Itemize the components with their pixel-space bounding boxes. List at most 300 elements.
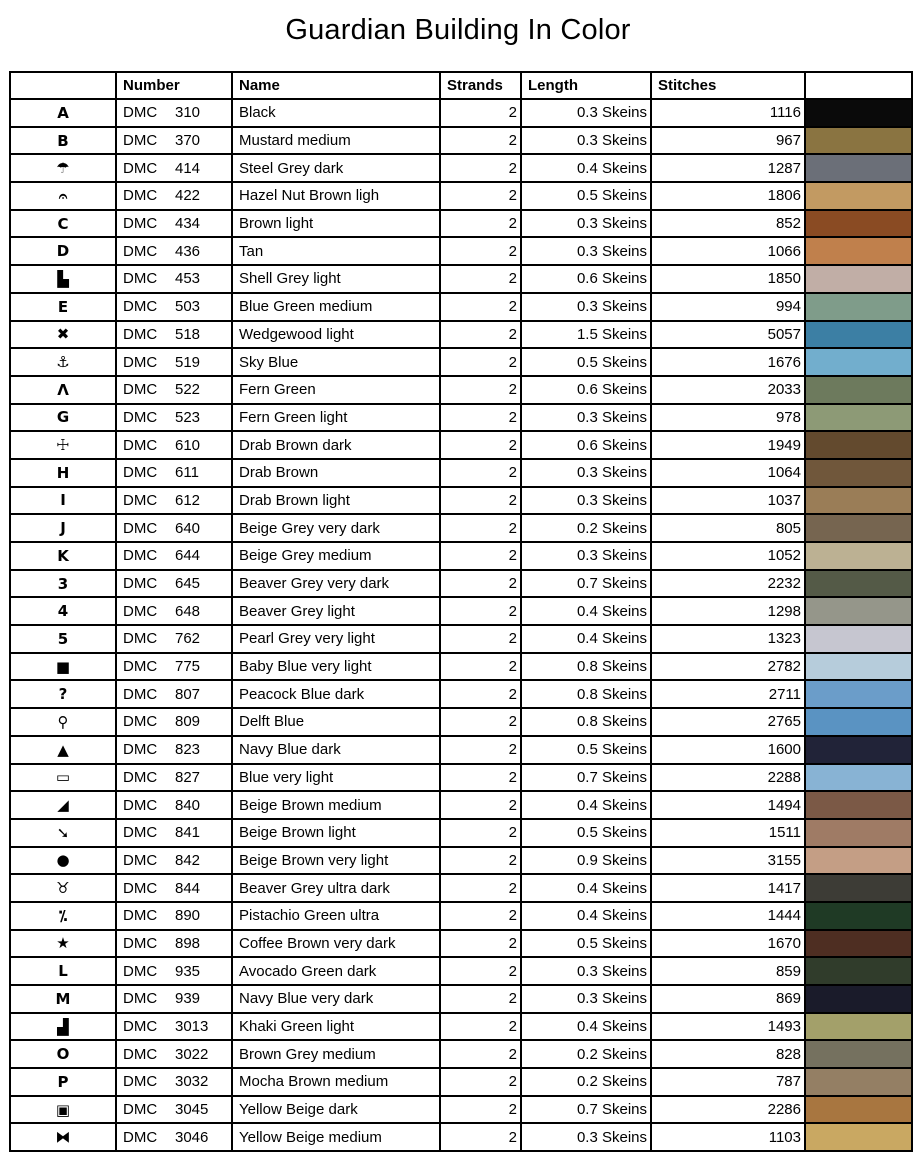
table-row — [10, 680, 912, 708]
brand-label: DMC — [123, 768, 158, 786]
color-swatch — [806, 765, 911, 791]
length-cell: 0.3 Skeins — [521, 210, 651, 238]
color-swatch — [806, 488, 911, 514]
thread-code: 414 — [175, 159, 201, 177]
number-cell — [116, 210, 232, 238]
symbol-cell — [10, 1123, 116, 1151]
length-cell: 0.3 Skeins — [521, 459, 651, 487]
thread-name: Beige Brown medium — [232, 791, 440, 819]
strands-cell: 2 — [440, 127, 521, 155]
table-row — [10, 902, 912, 930]
color-swatch — [806, 266, 911, 292]
number-cell — [116, 99, 232, 127]
strands-cell: 2 — [440, 902, 521, 930]
header-stitches: Stitches — [651, 72, 805, 99]
stitches-cell: 2286 — [651, 1096, 805, 1124]
thread-name: Steel Grey dark — [232, 154, 440, 182]
strands-cell: 2 — [440, 736, 521, 764]
length-cell: 0.6 Skeins — [521, 376, 651, 404]
color-cell — [805, 680, 912, 708]
thread-name: Fern Green light — [232, 404, 440, 432]
thread-code: 890 — [175, 907, 201, 925]
strands-cell: 2 — [440, 847, 521, 875]
color-cell — [805, 930, 912, 958]
stitches-cell: 1850 — [651, 265, 805, 293]
strands-cell: 2 — [440, 1096, 521, 1124]
number-cell — [116, 1040, 232, 1068]
symbol-cell — [10, 237, 116, 265]
thread-name: Yellow Beige dark — [232, 1096, 440, 1124]
length-cell: 0.3 Skeins — [521, 542, 651, 570]
length-cell: 0.5 Skeins — [521, 348, 651, 376]
symbol-glyph: C — [57, 214, 69, 233]
header-name: Name — [232, 72, 440, 99]
length-cell: 1.5 Skeins — [521, 321, 651, 349]
color-cell — [805, 1068, 912, 1096]
color-swatch — [806, 875, 911, 901]
brand-label: DMC — [123, 132, 158, 150]
color-cell — [805, 791, 912, 819]
length-cell: 0.4 Skeins — [521, 597, 651, 625]
thread-code: 809 — [175, 713, 201, 731]
color-swatch — [806, 931, 911, 957]
symbol-glyph: 𝄐 — [58, 186, 68, 205]
strands-cell: 2 — [440, 597, 521, 625]
thread-code: 898 — [175, 934, 201, 952]
header-color — [805, 72, 912, 99]
number-cell — [116, 459, 232, 487]
color-swatch — [806, 1069, 911, 1095]
symbol-glyph: P — [57, 1072, 69, 1091]
brand-label: DMC — [123, 104, 158, 122]
thread-code: 935 — [175, 962, 201, 980]
table-row — [10, 597, 912, 625]
brand-label: DMC — [123, 215, 158, 233]
color-swatch — [806, 654, 911, 680]
thread-name: Brown Grey medium — [232, 1040, 440, 1068]
length-cell: 0.2 Skeins — [521, 514, 651, 542]
symbol-cell — [10, 1040, 116, 1068]
color-cell — [805, 653, 912, 681]
brand-label: DMC — [123, 851, 158, 869]
symbol-cell — [10, 764, 116, 792]
symbol-cell — [10, 404, 116, 432]
brand-label: DMC — [123, 575, 158, 593]
thread-code: 842 — [175, 851, 201, 869]
symbol-glyph: O — [56, 1045, 70, 1064]
number-cell — [116, 182, 232, 210]
table-row — [10, 874, 912, 902]
thread-code: 422 — [175, 187, 201, 205]
thread-code: 612 — [175, 491, 201, 509]
color-swatch — [806, 155, 911, 181]
thread-name: Beige Brown light — [232, 819, 440, 847]
number-cell — [116, 680, 232, 708]
color-cell — [805, 348, 912, 376]
thread-code: 310 — [175, 104, 201, 122]
brand-label: DMC — [123, 824, 158, 842]
thread-name: Brown light — [232, 210, 440, 238]
strands-cell: 2 — [440, 487, 521, 515]
symbol-cell — [10, 625, 116, 653]
symbol-glyph: J — [60, 519, 66, 538]
thread-name: Yellow Beige medium — [232, 1123, 440, 1151]
symbol-glyph: K — [57, 546, 69, 565]
stitches-cell: 1103 — [651, 1123, 805, 1151]
color-swatch — [806, 294, 911, 320]
length-cell: 0.3 Skeins — [521, 957, 651, 985]
thread-code: 3046 — [175, 1128, 209, 1146]
thread-code: 939 — [175, 990, 201, 1008]
strands-cell: 2 — [440, 653, 521, 681]
stitches-cell: 869 — [651, 985, 805, 1013]
brand-label: DMC — [123, 519, 158, 537]
symbol-cell — [10, 1013, 116, 1041]
symbol-cell — [10, 1096, 116, 1124]
brand-label: DMC — [123, 1101, 158, 1119]
table-row — [10, 99, 912, 127]
color-swatch — [806, 986, 911, 1012]
symbol-glyph: ? — [58, 685, 68, 704]
thread-name: Navy Blue very dark — [232, 985, 440, 1013]
thread-code: 827 — [175, 768, 201, 786]
number-cell — [116, 625, 232, 653]
color-swatch — [806, 128, 911, 154]
brand-label: DMC — [123, 934, 158, 952]
color-cell — [805, 764, 912, 792]
thread-name: Drab Brown dark — [232, 431, 440, 459]
length-cell: 0.4 Skeins — [521, 625, 651, 653]
number-cell — [116, 487, 232, 515]
length-cell: 0.6 Skeins — [521, 265, 651, 293]
brand-label: DMC — [123, 353, 158, 371]
thread-code: 844 — [175, 879, 201, 897]
brand-label: DMC — [123, 1073, 158, 1091]
color-swatch — [806, 958, 911, 984]
number-cell — [116, 930, 232, 958]
color-cell — [805, 1096, 912, 1124]
color-cell — [805, 127, 912, 155]
symbol-cell — [10, 791, 116, 819]
length-cell: 0.3 Skeins — [521, 404, 651, 432]
brand-label: DMC — [123, 242, 158, 260]
color-cell — [805, 708, 912, 736]
symbol-cell — [10, 431, 116, 459]
number-cell — [116, 957, 232, 985]
header-strands: Strands — [440, 72, 521, 99]
symbol-cell — [10, 597, 116, 625]
thread-code: 434 — [175, 215, 201, 233]
number-cell — [116, 127, 232, 155]
color-swatch — [806, 322, 911, 348]
stitches-cell: 787 — [651, 1068, 805, 1096]
thread-code: 762 — [175, 630, 201, 648]
thread-name: Drab Brown — [232, 459, 440, 487]
thread-code: 503 — [175, 298, 201, 316]
color-swatch — [806, 848, 911, 874]
thread-code: 648 — [175, 602, 201, 620]
length-cell: 0.3 Skeins — [521, 1123, 651, 1151]
strands-cell: 2 — [440, 431, 521, 459]
brand-label: DMC — [123, 658, 158, 676]
color-cell — [805, 985, 912, 1013]
color-cell — [805, 1040, 912, 1068]
color-swatch — [806, 460, 911, 486]
number-cell — [116, 237, 232, 265]
strands-cell: 2 — [440, 874, 521, 902]
symbol-glyph: A — [57, 103, 69, 122]
number-cell — [116, 265, 232, 293]
number-cell — [116, 376, 232, 404]
number-cell — [116, 985, 232, 1013]
symbol-cell — [10, 957, 116, 985]
number-cell — [116, 874, 232, 902]
thread-name: Fern Green — [232, 376, 440, 404]
number-cell — [116, 791, 232, 819]
symbol-glyph: ⚓ — [56, 353, 70, 372]
brand-label: DMC — [123, 685, 158, 703]
length-cell: 0.4 Skeins — [521, 154, 651, 182]
length-cell: 0.4 Skeins — [521, 791, 651, 819]
strands-cell: 2 — [440, 708, 521, 736]
color-swatch — [806, 432, 911, 458]
thread-name: Black — [232, 99, 440, 127]
table-row — [10, 376, 912, 404]
strands-cell: 2 — [440, 957, 521, 985]
stitches-cell: 1511 — [651, 819, 805, 847]
thread-name: Beaver Grey light — [232, 597, 440, 625]
table-row — [10, 847, 912, 875]
length-cell: 0.5 Skeins — [521, 736, 651, 764]
brand-label: DMC — [123, 741, 158, 759]
number-cell — [116, 819, 232, 847]
strands-cell: 2 — [440, 764, 521, 792]
color-cell — [805, 625, 912, 653]
thread-name: Blue Green medium — [232, 293, 440, 321]
number-cell — [116, 542, 232, 570]
stitches-cell: 1494 — [651, 791, 805, 819]
color-cell — [805, 182, 912, 210]
number-cell — [116, 321, 232, 349]
length-cell: 0.5 Skeins — [521, 930, 651, 958]
symbol-cell — [10, 376, 116, 404]
symbol-glyph: ▙ — [57, 269, 69, 288]
strands-cell: 2 — [440, 154, 521, 182]
color-cell — [805, 376, 912, 404]
strands-cell: 2 — [440, 570, 521, 598]
number-cell — [116, 736, 232, 764]
number-cell — [116, 902, 232, 930]
color-swatch — [806, 515, 911, 541]
table-row — [10, 348, 912, 376]
strands-cell: 2 — [440, 1123, 521, 1151]
strands-cell: 2 — [440, 514, 521, 542]
number-cell — [116, 764, 232, 792]
color-swatch — [806, 681, 911, 707]
brand-label: DMC — [123, 325, 158, 343]
length-cell: 0.4 Skeins — [521, 1013, 651, 1041]
table-row — [10, 542, 912, 570]
brand-label: DMC — [123, 879, 158, 897]
strands-cell: 2 — [440, 321, 521, 349]
stitches-cell: 1949 — [651, 431, 805, 459]
table-row — [10, 431, 912, 459]
thread-code: 522 — [175, 381, 201, 399]
brand-label: DMC — [123, 187, 158, 205]
thread-name: Beige Brown very light — [232, 847, 440, 875]
symbol-glyph: ◢ — [57, 796, 69, 815]
color-cell — [805, 514, 912, 542]
thread-code: 807 — [175, 685, 201, 703]
symbol-cell — [10, 99, 116, 127]
stitches-cell: 978 — [651, 404, 805, 432]
symbol-cell — [10, 902, 116, 930]
strands-cell: 2 — [440, 293, 521, 321]
brand-label: DMC — [123, 408, 158, 426]
strands-cell: 2 — [440, 1013, 521, 1041]
thread-name: Delft Blue — [232, 708, 440, 736]
length-cell: 0.7 Skeins — [521, 1096, 651, 1124]
thread-legend-table — [9, 71, 913, 1152]
thread-name: Beaver Grey very dark — [232, 570, 440, 598]
symbol-cell — [10, 127, 116, 155]
thread-name: Coffee Brown very dark — [232, 930, 440, 958]
symbol-glyph: ● — [56, 851, 70, 870]
table-row — [10, 265, 912, 293]
brand-label: DMC — [123, 270, 158, 288]
color-cell — [805, 293, 912, 321]
table-row — [10, 930, 912, 958]
symbol-glyph: H — [56, 463, 70, 482]
table-row — [10, 321, 912, 349]
brand-label: DMC — [123, 547, 158, 565]
color-cell — [805, 957, 912, 985]
stitches-cell: 859 — [651, 957, 805, 985]
number-cell — [116, 1096, 232, 1124]
brand-label: DMC — [123, 491, 158, 509]
thread-name: Peacock Blue dark — [232, 680, 440, 708]
stitches-cell: 1116 — [651, 99, 805, 127]
stitches-cell: 1287 — [651, 154, 805, 182]
table-row — [10, 653, 912, 681]
symbol-glyph: Λ — [57, 380, 69, 399]
symbol-cell — [10, 321, 116, 349]
symbol-cell — [10, 154, 116, 182]
number-cell — [116, 570, 232, 598]
thread-name: Beaver Grey ultra dark — [232, 874, 440, 902]
thread-name: Sky Blue — [232, 348, 440, 376]
length-cell: 0.4 Skeins — [521, 902, 651, 930]
stitches-cell: 805 — [651, 514, 805, 542]
symbol-cell — [10, 542, 116, 570]
table-row — [10, 1096, 912, 1124]
symbol-glyph: L — [58, 962, 68, 981]
thread-code: 775 — [175, 658, 201, 676]
table-row — [10, 237, 912, 265]
symbol-glyph: ▭ — [55, 768, 71, 787]
number-cell — [116, 653, 232, 681]
stitches-cell: 1600 — [651, 736, 805, 764]
table-row — [10, 210, 912, 238]
length-cell: 0.2 Skeins — [521, 1068, 651, 1096]
color-cell — [805, 1123, 912, 1151]
strands-cell: 2 — [440, 625, 521, 653]
table-row — [10, 736, 912, 764]
color-cell — [805, 847, 912, 875]
symbol-cell — [10, 874, 116, 902]
number-cell — [116, 404, 232, 432]
color-cell — [805, 874, 912, 902]
thread-name: Pearl Grey very light — [232, 625, 440, 653]
symbol-cell — [10, 1068, 116, 1096]
color-cell — [805, 570, 912, 598]
stitches-cell: 2033 — [651, 376, 805, 404]
table-row — [10, 625, 912, 653]
table-row — [10, 708, 912, 736]
symbol-cell — [10, 182, 116, 210]
symbol-cell — [10, 210, 116, 238]
thread-code: 840 — [175, 796, 201, 814]
symbol-glyph: ★ — [56, 934, 70, 953]
length-cell: 0.7 Skeins — [521, 570, 651, 598]
table-row — [10, 957, 912, 985]
color-cell — [805, 321, 912, 349]
table-row — [10, 182, 912, 210]
thread-name: Baby Blue very light — [232, 653, 440, 681]
table-row — [10, 459, 912, 487]
color-swatch — [806, 1097, 911, 1123]
number-cell — [116, 1013, 232, 1041]
strands-cell: 2 — [440, 542, 521, 570]
number-cell — [116, 597, 232, 625]
color-swatch — [806, 377, 911, 403]
color-swatch — [806, 543, 911, 569]
stitches-cell: 1444 — [651, 902, 805, 930]
brand-label: DMC — [123, 990, 158, 1008]
color-cell — [805, 431, 912, 459]
symbol-glyph: D — [56, 242, 70, 261]
thread-name: Pistachio Green ultra — [232, 902, 440, 930]
table-row — [10, 127, 912, 155]
strands-cell: 2 — [440, 210, 521, 238]
stitches-cell: 1298 — [651, 597, 805, 625]
color-cell — [805, 237, 912, 265]
table-row — [10, 570, 912, 598]
table-row — [10, 1040, 912, 1068]
color-cell — [805, 99, 912, 127]
symbol-cell — [10, 985, 116, 1013]
stitches-cell: 1066 — [651, 237, 805, 265]
length-cell: 0.7 Skeins — [521, 764, 651, 792]
length-cell: 0.3 Skeins — [521, 99, 651, 127]
symbol-glyph: I — [60, 491, 66, 510]
color-swatch — [806, 820, 911, 846]
strands-cell: 2 — [440, 1040, 521, 1068]
brand-label: DMC — [123, 436, 158, 454]
header-symbol — [10, 72, 116, 99]
number-cell — [116, 154, 232, 182]
color-swatch — [806, 626, 911, 652]
header-row — [10, 72, 912, 99]
table-row — [10, 819, 912, 847]
symbol-glyph: 4 — [57, 602, 69, 621]
color-cell — [805, 597, 912, 625]
symbol-glyph: G — [56, 408, 70, 427]
color-swatch — [806, 100, 911, 126]
thread-code: 841 — [175, 824, 201, 842]
brand-label: DMC — [123, 298, 158, 316]
brand-label: DMC — [123, 962, 158, 980]
